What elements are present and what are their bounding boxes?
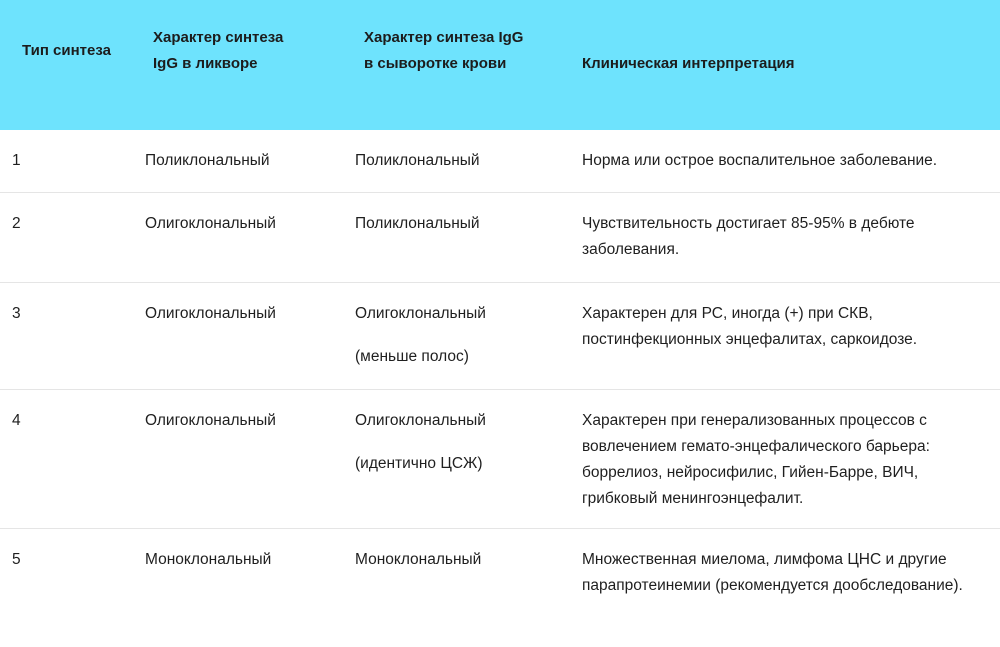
cell-interpretation: Чувствительность достигает 85-95% в дебюте заболевания. [582,215,915,258]
cell-serum [355,301,570,370]
cell-csf: Олигоклональный [145,305,276,322]
cell-serum-note: (идентично ЦСЖ) [355,455,483,472]
cell-serum-value: Олигоклональный [355,412,486,429]
header-interpretation: Клиническая интерпретация [582,55,795,72]
cell-serum-note: (меньше полос) [355,348,469,365]
cell-serum-value: Моноклональный [355,551,482,568]
cell-csf: Олигоклональный [145,412,276,429]
cell-serum [355,211,570,237]
cell-serum-value: Поликлональный [355,215,480,232]
cell-type: 1 [12,152,21,169]
cell-serum [355,148,570,174]
cell-serum [355,408,570,477]
cell-interpretation: Множественная миелома, лимфома ЦНС и другие парапротеинемии (рекомендуется дообследование). [582,551,963,594]
table-row [0,193,1000,283]
cell-serum-value: Поликлональный [355,152,480,169]
cell-csf: Поликлональный [145,152,270,169]
cell-type: 3 [12,305,21,322]
cell-type: 4 [12,412,21,429]
header-type: Тип синтеза [22,42,111,59]
cell-type: 5 [12,551,21,568]
table-row [0,283,1000,390]
cell-csf: Олигоклональный [145,215,276,232]
header-serum: Характер синтеза IgG в сыворотке крови [364,29,524,72]
table-row [0,130,1000,193]
header-csf: Характер синтеза IgG в ликворе [153,29,284,72]
table-row [0,390,1000,529]
cell-csf: Моноклональный [145,551,272,568]
cell-serum [355,547,570,573]
cell-interpretation: Характерен для РС, иногда (+) при СКВ, постинфекционных энцефалитах, саркоидозе. [582,305,918,348]
table-header [0,0,1000,130]
cell-serum-value: Олигоклональный [355,305,486,322]
table-row [0,529,1000,647]
cell-interpretation: Норма или острое воспалительное заболевание. [582,152,938,169]
cell-interpretation: Характерен при генерализованных процессов с вовлечением гемато-энцефалического барьера: боррелиоз, нейросифилис, Гийен-Барре, ВИЧ, грибковый менингоэнцефалит. [582,412,930,507]
cell-type: 2 [12,215,21,232]
